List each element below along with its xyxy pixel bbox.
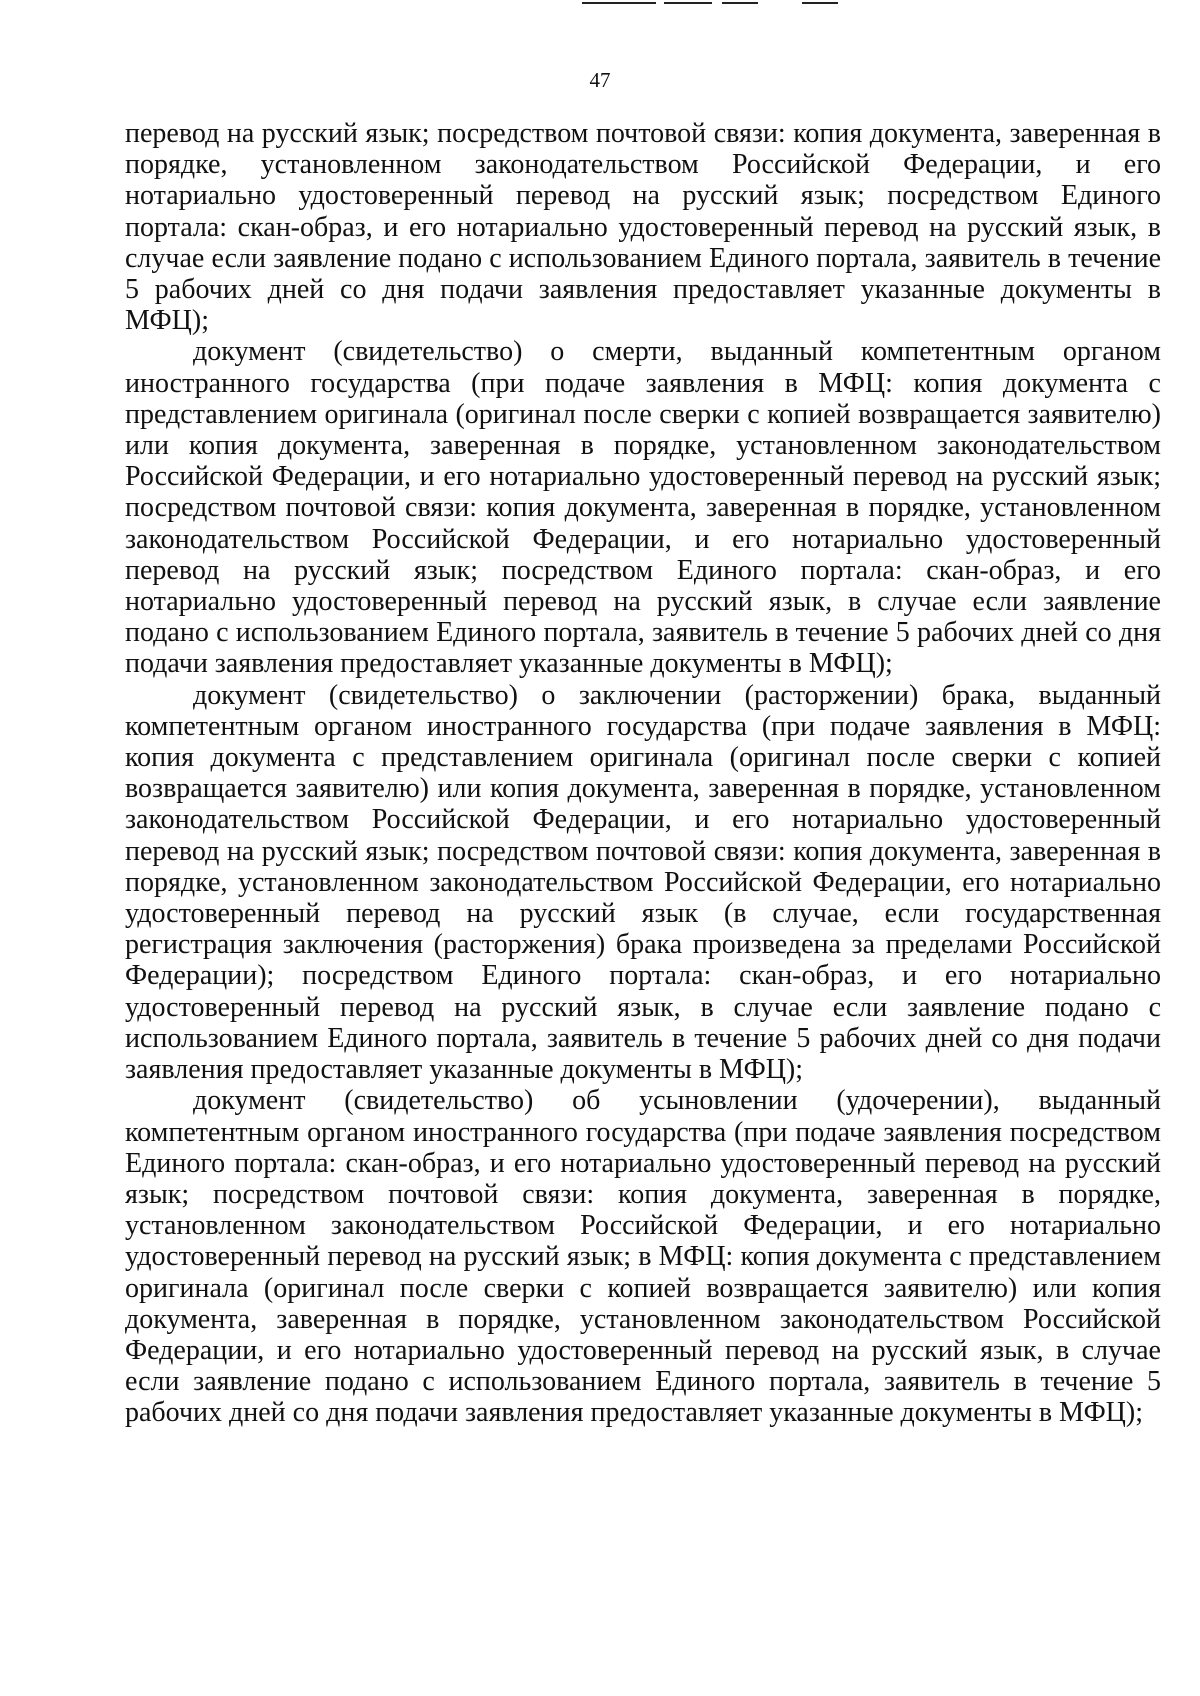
document-body	[125, 118, 1161, 1429]
paragraph-adoption-certificate: документ (свидетельство) об усыновлении (удочерении), выданный компетентным органом иностранного государства (при подаче заявления посредством Единого портала: скан-образ, и его нотариально удостоверенный перевод на русский язык; посредством почтовой связи: копия документа, заверенная в порядке, установленном законодательством Российской Федерации, и его нотариально удостоверенный перевод на русский язык; в МФЦ: копия документа с представлением оригинала (оригинал после сверки с копией возвращается заявителю) или копия документа, заверенная в порядке, установленном законодательством Российской Федерации, и его нотариально удостоверенный перевод на русский язык, в случае если заявление подано с использованием Единого портала, заявитель в течение 5 рабочих дней со дня подачи заявления предоставляет указанные документы в МФЦ);	[125, 1085, 1161, 1429]
scan-mark	[664, 2, 712, 4]
paragraph-continuation: перевод на русский язык; посредством почтовой связи: копия документа, заверенная в порядке, установленном законодательством Российской Федерации, и его нотариально удостоверенный перевод на русский язык; посредством Единого портала: скан-образ, и его нотариально удостоверенный перевод на русский язык, в случае если заявление подано с использованием Единого портала, заявитель в течение 5 рабочих дней со дня подачи заявления предоставляет указанные документы в МФЦ);	[125, 118, 1161, 337]
scan-edge-marks	[0, 0, 1200, 10]
paragraph-death-certificate: документ (свидетельство) о смерти, выданный компетентным органом иностранного государства (при подаче заявления в МФЦ: копия документа с представлением оригинала (оригинал после сверки с копией возвращается заявителю) или копия документа, заверенная в порядке, установленном законодательством Российской Федерации, и его нотариально удостоверенный перевод на русский язык; посредством почтовой связи: копия документа, заверенная в порядке, установленном законодательством Российской Федерации, и его нотариально удостоверенный перевод на русский язык; посредством Единого портала: скан-образ, и его нотариально удостоверенный перевод на русский язык, в случае если заявление подано с использованием Единого портала, заявитель в течение 5 рабочих дней со дня подачи заявления предоставляет указанные документы в МФЦ);	[125, 336, 1161, 680]
page-number: 47	[589, 68, 611, 92]
paragraph-marriage-certificate: документ (свидетельство) о заключении (расторжении) брака, выданный компетентным органом иностранного государства (при подаче заявления в МФЦ: копия документа с представлением оригинала (оригинал после сверки с копией возвращается заявителю) или копия документа, заверенная в порядке, установленном законодательством Российской Федерации, и его нотариально удостоверенный перевод на русский язык; посредством почтовой связи: копия документа, заверенная в порядке, установленном законодательством Российской Федерации, его нотариально удостоверенный перевод на русский язык (в случае, если государственная регистрация заключения (расторжения) брака произведена за пределами Российской Федерации); посредством Единого портала: скан-образ, и его нотариально удостоверенный перевод на русский язык, в случае если заявление подано с использованием Единого портала, заявитель в течение 5 рабочих дней со дня подачи заявления предоставляет указанные документы в МФЦ);	[125, 679, 1161, 1086]
scan-mark	[802, 2, 838, 4]
scan-mark	[722, 2, 758, 4]
scan-mark	[582, 2, 656, 4]
